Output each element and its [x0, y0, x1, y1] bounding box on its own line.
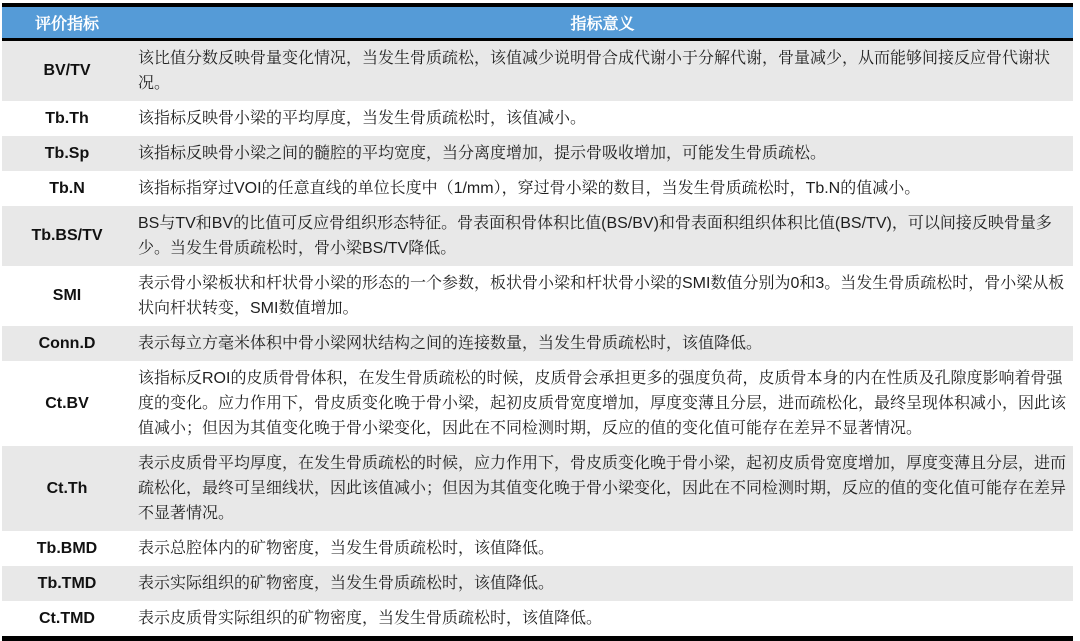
metric-name: Ct.BV — [45, 394, 89, 412]
table-row — [2, 266, 1073, 326]
table-row — [2, 101, 1073, 136]
metric-name: Conn.D — [38, 334, 96, 352]
table-row — [2, 171, 1073, 206]
table-row — [2, 361, 1073, 446]
metric-meaning: 表示皮质骨平均厚度，在发生骨质疏松的时候，应力作用下，骨皮质变化晚于骨小梁，起初皮质骨宽度增加，厚度变薄且分层，进而疏松化，最终可呈细线状，因此该值减小；但因为其值变化晚于骨小梁变化，因此在不同检测时期，反应的值的变化值可能存在差异不显著情况。 — [138, 455, 1067, 522]
column-header-metric: 评价指标 — [34, 16, 99, 33]
table-row — [2, 566, 1073, 601]
table-body — [2, 41, 1073, 636]
page — [0, 3, 1080, 627]
metric-name: Tb.BMD — [36, 539, 98, 557]
metric-name: BV/TV — [43, 62, 91, 79]
metric-name: Tb.TMD — [37, 574, 97, 592]
metric-name: Ct.TMD — [39, 609, 95, 627]
table-row — [2, 601, 1073, 636]
table-row — [2, 531, 1073, 566]
metric-meaning: 表示总腔体内的矿物密度，当发生骨质疏松时，该值降低。 — [138, 540, 555, 557]
metric-meaning: 表示实际组织的矿物密度，当发生骨质疏松时，该值降低。 — [138, 575, 555, 592]
table-row — [2, 41, 1073, 101]
column-header-meaning: 指标意义 — [570, 16, 635, 33]
metric-name: Tb.BS/TV — [31, 227, 103, 244]
metric-name: Ct.Th — [46, 479, 88, 497]
metrics-table — [2, 3, 1073, 641]
table-row — [2, 446, 1073, 531]
metric-name: Tb.Th — [45, 109, 89, 127]
table-row — [2, 206, 1073, 266]
metric-meaning: 表示骨小梁板状和杆状骨小梁的形态的一个参数，板状骨小梁和杆状骨小梁的SMI数值分别为0和3。当发生骨质疏松时，骨小梁从板状向杆状转变，SMI数值增加。 — [138, 275, 1065, 317]
table-header-row — [2, 7, 1073, 41]
metric-meaning: 该指标指穿过VOI的任意直线的单位长度中（1/mm），穿过骨小梁的数目，当发生骨质疏松时，Tb.N的值减小。 — [138, 180, 921, 197]
table-row — [2, 326, 1073, 361]
metric-name: Tb.Sp — [44, 144, 90, 162]
table-row — [2, 136, 1073, 171]
metric-meaning: 该比值分数反映骨量变化情况，当发生骨质疏松，该值减少说明骨合成代谢小于分解代谢，骨量减少，从而能够间接反应骨代谢状况。 — [138, 50, 1051, 92]
metric-name: Tb.N — [49, 179, 85, 197]
metric-meaning: BS与TV和BV的比值可反应骨组织形态特征。骨表面积骨体积比值(BS/BV)和骨表面积组织体积比值(BS/TV)，可以间接反映骨量多少。当发生骨质疏松时，骨小梁BS/TV降低。 — [138, 215, 1052, 257]
metric-meaning: 表示每立方毫米体积中骨小梁网状结构之间的连接数量，当发生骨质疏松时，该值降低。 — [138, 335, 763, 352]
metric-meaning: 该指标反映骨小梁的平均厚度，当发生骨质疏松时，该值减小。 — [138, 110, 587, 127]
metric-meaning: 该指标反ROI的皮质骨骨体积，在发生骨质疏松的时候，皮质骨会承担更多的强度负荷，皮质骨本身的内在性质及孔隙度影响着骨强度的变化。应力作用下，骨皮质变化晚于骨小梁，起初皮质骨宽度增加，厚度变薄且分层，进而疏松化，最终呈现体积减小，因此该值减小；但因为其值变化晚于骨小梁变化，因此在不同检测时期，反应的值的变化值可能存在差异不显著情况。 — [138, 370, 1067, 437]
metric-name: SMI — [52, 287, 82, 304]
metric-meaning: 该指标反映骨小梁之间的髓腔的平均宽度，当分离度增加，提示骨吸收增加，可能发生骨质疏松。 — [138, 145, 827, 162]
metric-meaning: 表示皮质骨实际组织的矿物密度，当发生骨质疏松时，该值降低。 — [138, 610, 603, 627]
